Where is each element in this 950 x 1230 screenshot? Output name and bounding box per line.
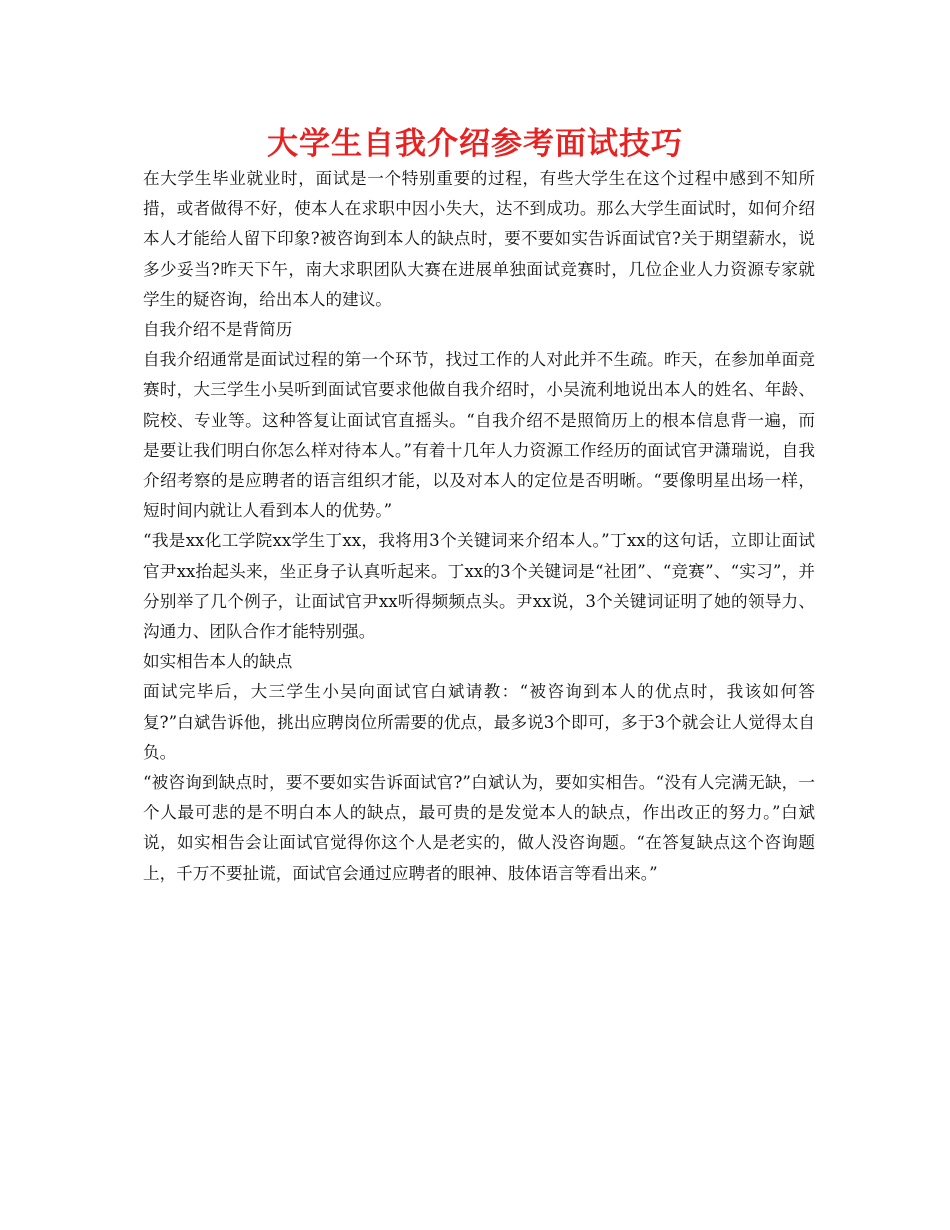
- paragraph-strengths: 面试完毕后，大三学生小吴向面试官白斌请教：“被咨询到本人的优点时，我该如何答复?”白斌告诉他，挑出应聘岗位所需要的优点，最多说3个即可，多于3个就会让人觉得太自负。: [143, 682, 815, 762]
- document-body: [143, 164, 815, 889]
- section-heading-self-intro: 自我介绍不是背简历: [143, 320, 293, 340]
- paragraph-weaknesses: “被咨询到缺点时，要不要如实告诉面试官?”白斌认为，要如实相告。“没有人完满无缺，一个人最可悲的是不明白本人的缺点，最可贵的是发觉本人的缺点，作出改正的努力。”白斌说，如实相告会让面试官觉得你这个人是老实的，做人没咨询题。“在答复缺点这个咨询题上，千万不要扯谎，面试官会通过应聘者的眼神、肢体语言等看出来。”: [143, 773, 815, 883]
- section-heading-weakness: 如实相告本人的缺点: [143, 652, 293, 672]
- paragraph-keywords: “我是xx化工学院xx学生丁xx，我将用3个关键词来介绍本人。”丁xx的这句话，立即让面试官尹xx抬起头来，坐正身子认真听起来。丁xx的3个关键词是“社团”、“竞赛”、“实习”，并分别举了几个例子，让面试官尹xx听得频频点头。尹xx说，3个关键词证明了她的领导力、沟通力、团队合作才能特别强。: [143, 531, 815, 642]
- document-title: 大学生自我介绍参考面试技巧: [267, 126, 683, 162]
- paragraph-intro: 在大学生毕业就业时，面试是一个特别重要的过程，有些大学生在这个过程中感到不知所措，或者做得不好，使本人在求职中因小失大，达不到成功。那么大学生面试时，如何介绍本人才能给人留下印象?被咨询到本人的缺点时，要不要如实告诉面试官?关于期望薪水，说多少妥当?昨天下午，南大求职团队大赛在进展单独面试竞赛时，几位企业人力资源专家就学生的疑咨询，给出本人的建议。: [143, 169, 815, 309]
- paragraph-self-intro: 自我介绍通常是面试过程的第一个环节，找过工作的人对此并不生疏。昨天，在参加单面竞赛时，大三学生小吴听到面试官要求他做自我介绍时，小吴流利地说出本人的姓名、年龄、院校、专业等。这种答复让面试官直摇头。“自我介绍不是照简历上的根本信息背一遍，而是要让我们明白你怎么样对待本人。”有着十几年人力资源工作经历的面试官尹潇瑞说，自我介绍考察的是应聘者的语言组织才能，以及对本人的定位是否明晰。“要像明星出场一样，短时间内就让人看到本人的优势。”: [143, 350, 815, 521]
